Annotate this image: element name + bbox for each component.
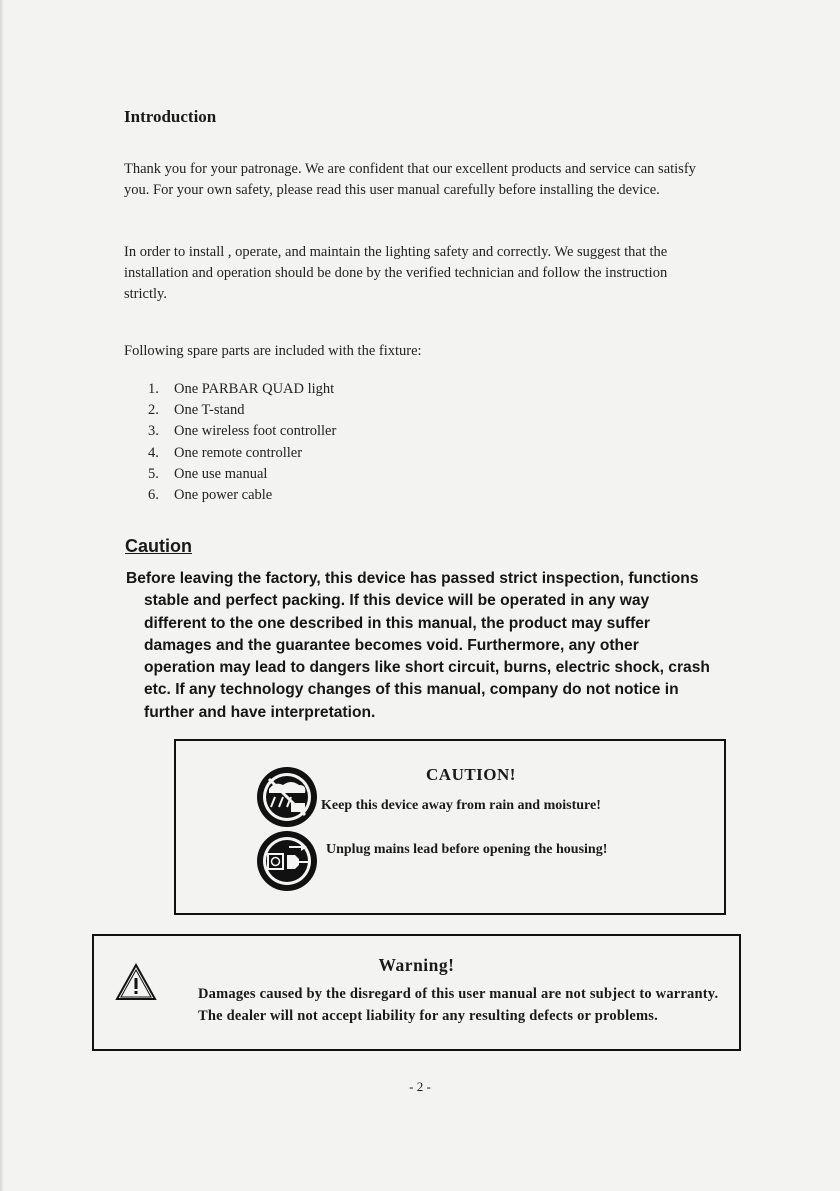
page-edge — [0, 0, 4, 1191]
caution-unplug-text: Unplug mains lead before opening the housing! — [326, 842, 608, 857]
list-item: 6. One power cable — [148, 487, 273, 504]
spare-parts-list — [148, 379, 336, 506]
list-item: 3. One wireless foot controller — [148, 423, 337, 440]
unplug-icon — [255, 829, 319, 893]
list-item: 1. One PARBAR QUAD light — [148, 381, 335, 397]
caution-box — [174, 739, 726, 915]
warning-title: Warning! — [378, 955, 455, 975]
introduction-heading: Introduction — [124, 107, 217, 126]
no-rain-icon — [255, 765, 319, 829]
intro-paragraph-spare-parts: Following spare parts are included with the fixture: — [124, 343, 422, 359]
intro-paragraph-safety: In order to install , operate, and maintain the lighting safety and correctly. We suggest that the installation and operation should be done by the verified technician and follow the instruction strictly. — [124, 244, 668, 302]
intro-paragraph-thanks: Thank you for your patronage. We are confident that our excellent products and service can satisfy you. For your own safety, please read this user manual carefully before installing the device. — [124, 161, 696, 198]
warning-box — [92, 934, 741, 1051]
warning-text: Damages caused by the disregard of this user manual are not subject to warranty. The dealer will not accept liability for any resulting defects or problems. — [198, 986, 719, 1024]
caution-rain-text: Keep this device away from rain and moisture! — [321, 798, 601, 813]
list-item: 4. One remote controller — [148, 444, 303, 461]
list-item: 2. One T-stand — [148, 402, 245, 419]
caution-heading: Caution — [125, 536, 192, 556]
caution-body-text: Before leaving the factory, this device has passed strict inspection, functions stable and perfect packing. If this device will be operated in any way different to the one described in this manual, the product may suffer damages and the guarantee becomes void. Furthermore, any other operation may lead to dangers like short circuit, burns, electric shock, crash etc. If any technology changes of this manual, company do not notice in further and have interpretation. — [126, 570, 710, 721]
page-number: - 2 - — [409, 1079, 431, 1094]
list-item: 5. One use manual — [148, 465, 268, 482]
caution-box-title: CAUTION! — [426, 765, 516, 784]
